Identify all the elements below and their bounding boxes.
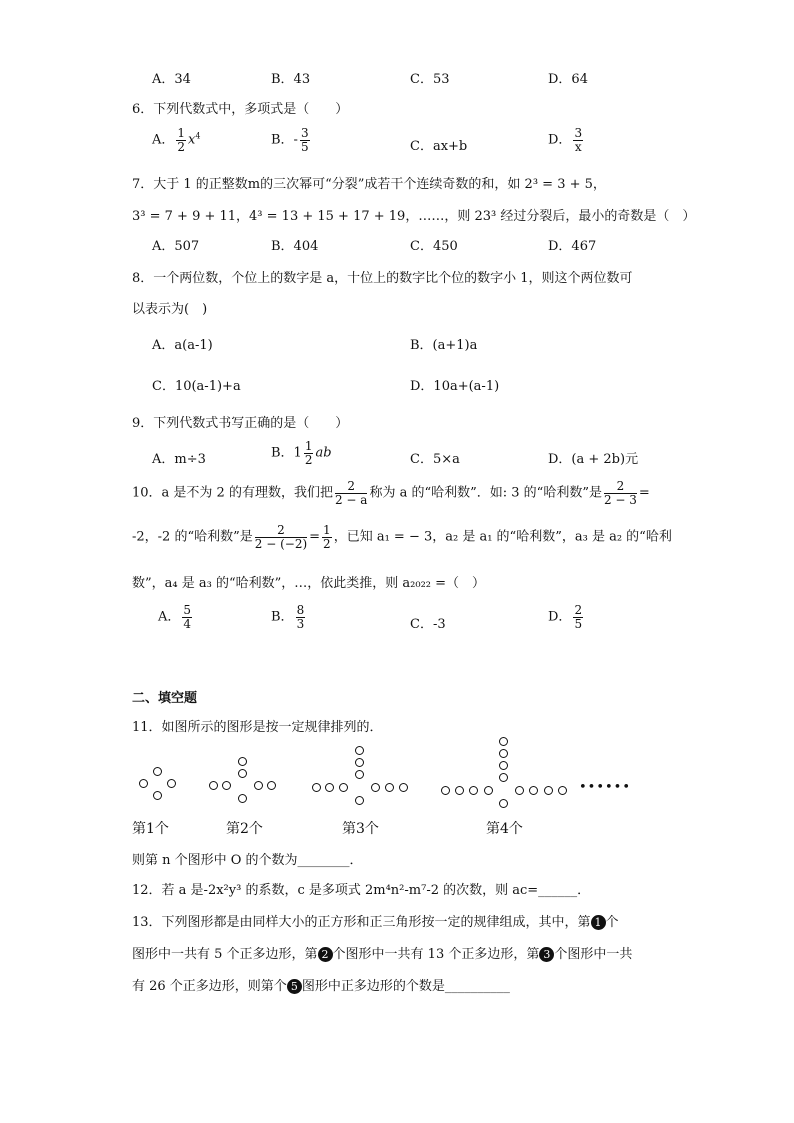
- q13-line1: 13．下列图形都是由同样大小的正方形和正三角形按一定的规律组成，其中，第 1 个: [132, 915, 619, 930]
- circle-shape: [238, 794, 247, 803]
- circle-shape: [209, 781, 218, 790]
- q10-option-a: A． $\frac{5}{4}$: [158, 603, 192, 631]
- q5-option-b: B．43: [271, 72, 311, 87]
- q10-line3: 数”，a₄ 是 a₃ 的“哈利数”，…，依此类推，则 a₂₀₂₂ =（ ）: [132, 576, 486, 591]
- circle-shape: [499, 737, 508, 746]
- circle-shape: [355, 758, 364, 767]
- q13-line3: 有 26 个正多边形，则第个 5 图形中正多边形的个数是__________: [132, 979, 510, 994]
- circle-shape: [399, 783, 408, 792]
- q9-option-d: D．(a + 2b)元: [548, 452, 639, 467]
- q7-option-a: A．507: [152, 239, 200, 254]
- circle-shape: [469, 786, 478, 795]
- q13-line2: 图形中一共有 5 个正多边形，第 2 个图形中一共有 13 个正多边形，第 3 个图形中一共: [132, 947, 633, 962]
- circle-shape: [544, 786, 553, 795]
- circle-shape: [558, 786, 567, 795]
- q7-line1: 7．大于 1 的正整数m的三次幂可“分裂”成若干个连续奇数的和，如 2³ = 3 + 5，: [132, 177, 606, 192]
- q11-answer-line: 则第 n 个图形中 O 的个数为________．: [132, 853, 363, 868]
- circle-shape: [167, 779, 176, 788]
- circle-shape: [499, 799, 508, 808]
- circle-shape: [529, 786, 538, 795]
- q8-line1: 8．一个两位数，个位上的数字是 a，十位上的数字比个位的数字小 1，则这个两位数可: [132, 271, 633, 286]
- circle-shape: [153, 767, 162, 776]
- q6-option-b: B．- $\frac{3}{5}$: [271, 126, 309, 154]
- circle-shape: [267, 781, 276, 790]
- circle-shape: [325, 783, 334, 792]
- q8-option-d: D．10a+(a-1): [410, 379, 500, 394]
- circle-shape: [222, 781, 231, 790]
- q9-option-a: A．m÷3: [152, 452, 206, 467]
- circle-shape: [238, 769, 247, 778]
- q7-option-c: C．450: [410, 239, 458, 254]
- circle-shape: [385, 783, 394, 792]
- circle-shape: [441, 786, 450, 795]
- circle-shape: [312, 783, 321, 792]
- q6-option-a: A． $\frac{1}{2}$ $x^4$: [152, 126, 201, 154]
- q10-line1: 10．a 是不为 2 的有理数，我们把 $\frac{2}{2 - a}$ 称为 a 的“哈利数”．如: 3 的“哈利数”是 $\frac{2}{2 - 3}$ =: [132, 479, 650, 507]
- circle-shape: [254, 781, 263, 790]
- q12: 12．若 a 是-2x²y³ 的系数，c 是多项式 2m⁴n²-m⁷-2 的次数，则 ac=______．: [132, 883, 591, 898]
- q9-option-b: B．1 $\frac{1}{2}$ ab: [271, 439, 332, 467]
- circle-shape: [153, 791, 162, 800]
- ellipsis: ••••••: [579, 780, 632, 795]
- q8-option-c: C．10(a-1)+a: [152, 379, 241, 394]
- q5-option-a: A．34: [152, 72, 191, 87]
- q11-stem: 11．如图所示的图形是按一定规律排列的．: [132, 720, 383, 735]
- q6-option-c: C．ax+b: [410, 139, 468, 154]
- q9-stem: 9．下列代数式书写正确的是（ ）: [132, 416, 349, 431]
- figure-label-3: 第3个: [342, 821, 379, 837]
- q6-stem: 6．下列代数式中，多项式是（ ）: [132, 102, 349, 117]
- circle-shape: [499, 761, 508, 770]
- q10-option-d: D． $\frac{2}{5}$: [548, 603, 583, 631]
- q8-line2: 以表示为( ): [132, 302, 208, 317]
- circle-shape: [515, 786, 524, 795]
- q7-option-b: B．404: [271, 239, 319, 254]
- figure-label-2: 第2个: [226, 821, 263, 837]
- q7-line2: 3³ = 7 + 9 + 11，4³ = 13 + 15 + 17 + 19，……，则 23³ 经过分裂后，最小的奇数是（ ）: [132, 209, 696, 224]
- q10-line2: -2，-2 的“哈利数”是 $\frac{2}{2 - (-2)}$ = $\frac{1}{2}$ ，已知 a₁ = − 3，a₂ 是 a₁ 的“哈利数”，a₃ 是 a₂ 的“哈利: [132, 523, 672, 551]
- circle-shape: [238, 757, 247, 766]
- q9-option-c: C．5×a: [410, 452, 460, 467]
- q8-option-b: B．(a+1)a: [410, 338, 478, 353]
- section-title: 二、填空题: [132, 691, 198, 706]
- q7-option-d: D．467: [548, 239, 597, 254]
- circle-shape: [499, 773, 508, 782]
- circle-shape: [339, 783, 348, 792]
- circle-shape: [371, 783, 380, 792]
- circle-shape: [355, 746, 364, 755]
- circle-shape: [455, 786, 464, 795]
- figure-label-4: 第4个: [486, 821, 523, 837]
- circle-shape: [139, 779, 148, 788]
- q6-option-d: D． $\frac{3}{x}$: [548, 126, 583, 154]
- circle-shape: [484, 786, 493, 795]
- q5-option-c: C．53: [410, 72, 450, 87]
- figure-label-1: 第1个: [132, 821, 169, 837]
- circle-shape: [355, 770, 364, 779]
- circle-shape: [355, 796, 364, 805]
- q10-option-c: C．-3: [410, 617, 446, 632]
- q8-option-a: A．a(a-1): [152, 338, 213, 353]
- circle-shape: [499, 749, 508, 758]
- q10-option-b: B． $\frac{8}{3}$: [271, 603, 305, 631]
- q5-option-d: D．64: [548, 72, 588, 87]
